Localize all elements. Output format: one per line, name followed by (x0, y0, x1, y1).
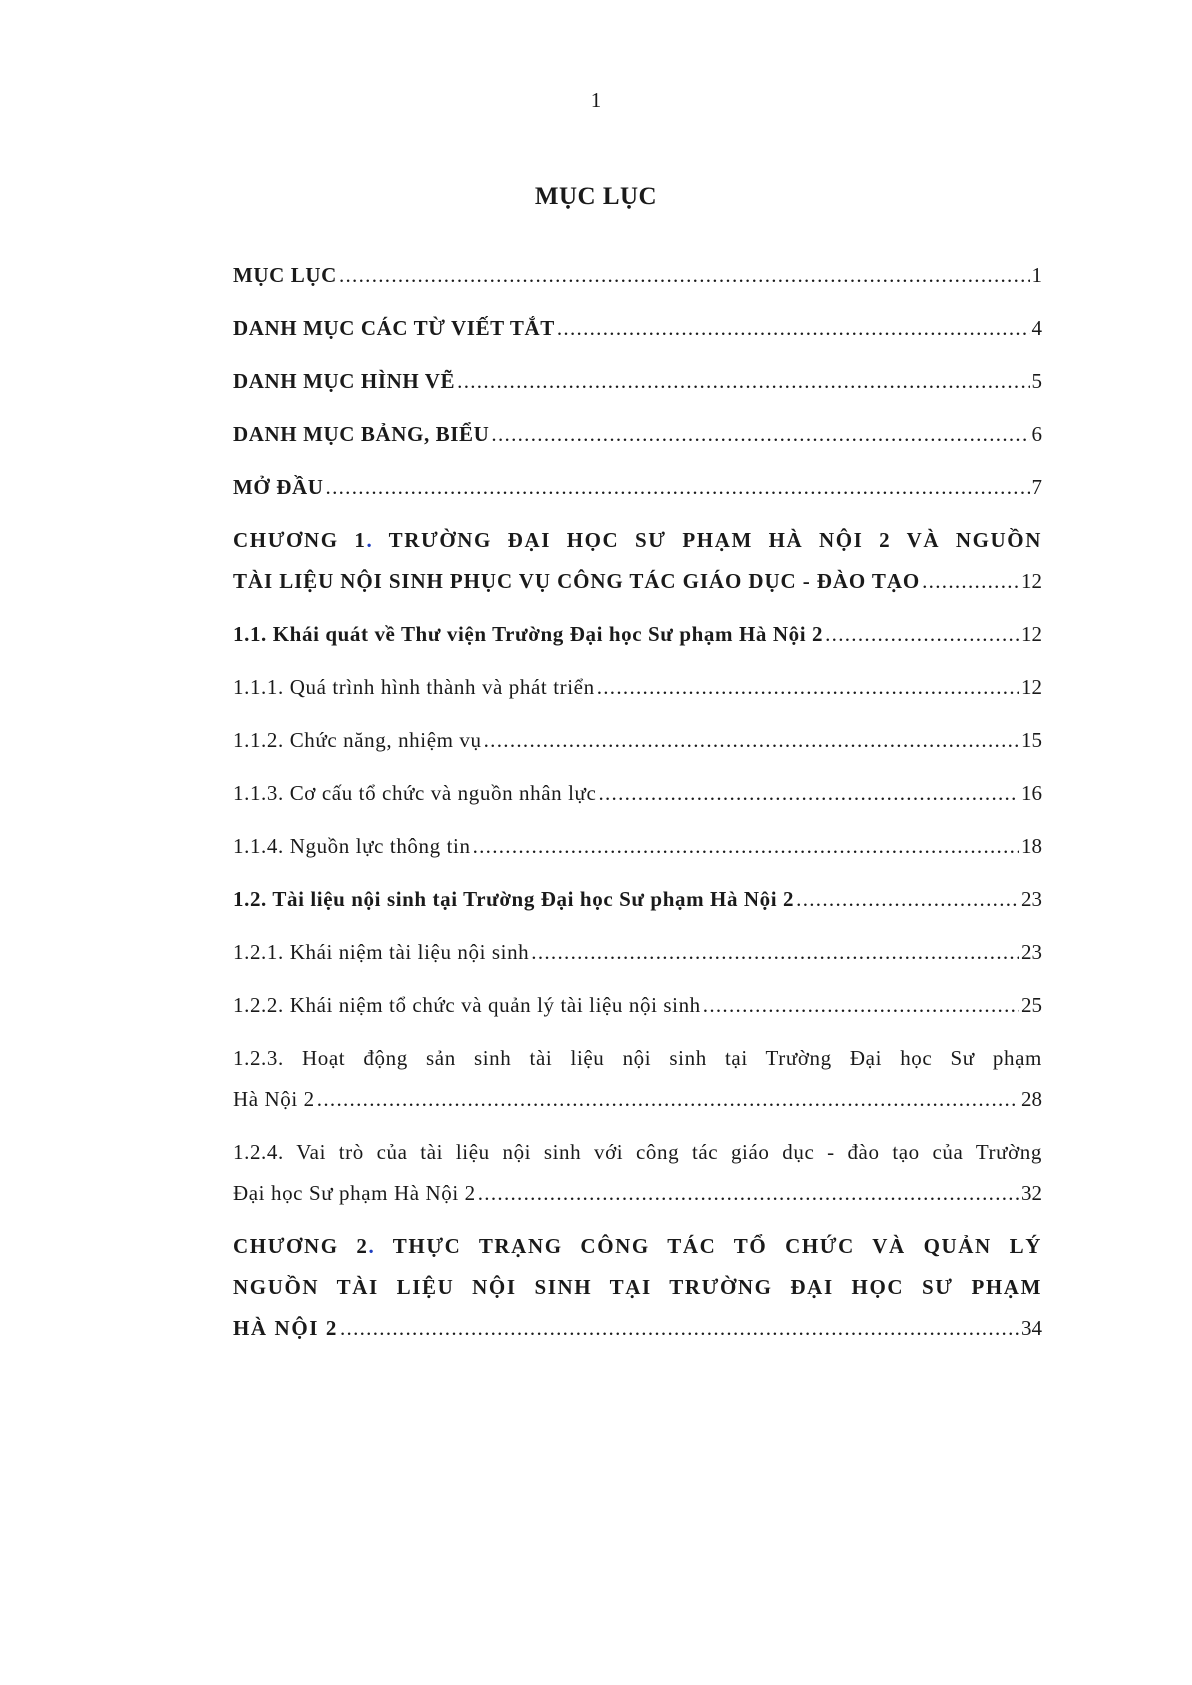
toc-entry-line (233, 1226, 1042, 1267)
toc-entry-title: MỞ ĐẦU (233, 475, 324, 499)
toc-entry-1-2-3[interactable] (233, 1038, 1042, 1120)
toc-entry-title: 1.1.3. Cơ cấu tổ chức và nguồn nhân lực (233, 781, 597, 805)
dot-leader (484, 720, 1019, 761)
toc-entry-title: 1.1.1. Quá trình hình thành và phát triển (233, 675, 595, 699)
toc-entry-title: Đại học Sư phạm Hà Nội 2 (233, 1181, 476, 1205)
toc-entry-1-1-4[interactable] (233, 826, 1042, 867)
toc-entry-abbreviations[interactable] (233, 308, 1042, 349)
toc-entry-1-1-2[interactable] (233, 720, 1042, 761)
toc-entry-line (233, 520, 1042, 561)
toc-entry-line: NGUỒN TÀI LIỆU NỘI SINH TẠI TRƯỜNG ĐẠI HỌC SƯ PHẠM (233, 1275, 1042, 1299)
toc-entry-1-1-1[interactable] (233, 667, 1042, 708)
page-title: MỤC LỤC (534, 183, 658, 210)
chapter-label: CHƯƠNG 2 (233, 1234, 369, 1258)
toc-page-number: 23 (1021, 887, 1042, 911)
toc-entry-title: 1.2. Tài liệu nội sinh tại Trường Đại học Sư phạm Hà Nội 2 (233, 887, 795, 911)
chapter-dot: . (368, 1234, 376, 1258)
toc-entry-title: 1.2.1. Khái niệm tài liệu nội sinh (233, 940, 530, 964)
chapter-dot: . (366, 528, 374, 552)
toc-entry-chapter-1[interactable] (233, 520, 1042, 602)
toc-entry-title: 1.1.4. Nguồn lực thông tin (233, 834, 471, 858)
toc-page-number: 16 (1021, 781, 1042, 805)
toc-entry-figures[interactable] (233, 361, 1042, 402)
dot-leader (457, 361, 1029, 402)
toc-entry-title: DANH MỤC HÌNH VẼ (233, 369, 456, 393)
dot-leader (473, 826, 1019, 867)
toc-entry-title: DANH MỤC CÁC TỪ VIẾT TẮT (233, 316, 555, 340)
toc-entry-1-1[interactable] (233, 614, 1042, 655)
dot-leader (317, 1079, 1019, 1120)
toc-page-number: 32 (1021, 1181, 1042, 1205)
toc-entry-line: 1.2.4. Vai trò của tài liệu nội sinh với công tác giáo dục - đào tạo của Trường (233, 1140, 1042, 1164)
table-of-contents (233, 255, 1042, 1361)
dot-leader (339, 255, 1030, 296)
toc-page-number: 4 (1031, 316, 1042, 340)
dot-leader (922, 561, 1019, 602)
toc-entry-title: 1.2.2. Khái niệm tổ chức và quản lý tài liệu nội sinh (233, 993, 701, 1017)
toc-page-number: 34 (1021, 1316, 1042, 1340)
toc-page-number: 12 (1021, 675, 1042, 699)
dot-leader (326, 467, 1030, 508)
toc-entry-title: Hà Nội 2 (233, 1087, 315, 1111)
toc-page-number: 25 (1021, 993, 1042, 1017)
toc-entry-title: THỰC TRẠNG CÔNG TÁC TỔ CHỨC VÀ QUẢN LÝ (375, 1234, 1042, 1258)
toc-entry-1-1-3[interactable] (233, 773, 1042, 814)
toc-entry-title: DANH MỤC BẢNG, BIỂU (233, 422, 490, 446)
toc-entry-introduction[interactable] (233, 467, 1042, 508)
toc-entry-title: 1.1.2. Chức năng, nhiệm vụ (233, 728, 482, 752)
toc-entry-title: TÀI LIỆU NỘI SINH PHỤC VỤ CÔNG TÁC GIÁO DỤC - ĐÀO TẠO (233, 569, 921, 593)
toc-entry-tables[interactable] (233, 414, 1042, 455)
dot-leader (531, 932, 1019, 973)
toc-entry-1-2-1[interactable] (233, 932, 1042, 973)
dot-leader (478, 1173, 1019, 1214)
toc-entry-title: 1.1. Khái quát về Thư viện Trường Đại học Sư phạm Hà Nội 2 (233, 622, 824, 646)
toc-page-number: 12 (1021, 622, 1042, 646)
toc-entry-1-2[interactable] (233, 879, 1042, 920)
toc-entry-muc-luc[interactable] (233, 255, 1042, 296)
toc-page-number: 15 (1021, 728, 1042, 752)
dot-leader (491, 414, 1029, 455)
dot-leader (557, 308, 1030, 349)
dot-leader (340, 1308, 1019, 1349)
toc-page-number: 1 (1031, 263, 1042, 287)
toc-entry-line: 1.2.3. Hoạt động sản sinh tài liệu nội sinh tại Trường Đại học Sư phạm (233, 1046, 1042, 1070)
toc-entry-title: HÀ NỘI 2 (233, 1316, 338, 1340)
chapter-label: CHƯƠNG 1 (233, 528, 367, 552)
toc-entry-title: TRƯỜNG ĐẠI HỌC SƯ PHẠM HÀ NỘI 2 VÀ NGUỒN (373, 528, 1042, 552)
dot-leader (703, 985, 1019, 1026)
toc-entry-chapter-2[interactable] (233, 1226, 1042, 1349)
toc-page-number: 23 (1021, 940, 1042, 964)
toc-page-number: 28 (1021, 1087, 1042, 1111)
dot-leader (597, 667, 1019, 708)
dot-leader (825, 614, 1019, 655)
toc-page-number: 6 (1031, 422, 1042, 446)
page-number: 1 (590, 88, 602, 112)
toc-entry-title: MỤC LỤC (233, 263, 337, 287)
toc-page-number: 7 (1031, 475, 1042, 499)
toc-page-number: 12 (1021, 569, 1042, 593)
dot-leader (796, 879, 1019, 920)
toc-entry-1-2-4[interactable] (233, 1132, 1042, 1214)
dot-leader (598, 773, 1019, 814)
toc-entry-1-2-2[interactable] (233, 985, 1042, 1026)
toc-page-number: 5 (1031, 369, 1042, 393)
toc-page-number: 18 (1021, 834, 1042, 858)
